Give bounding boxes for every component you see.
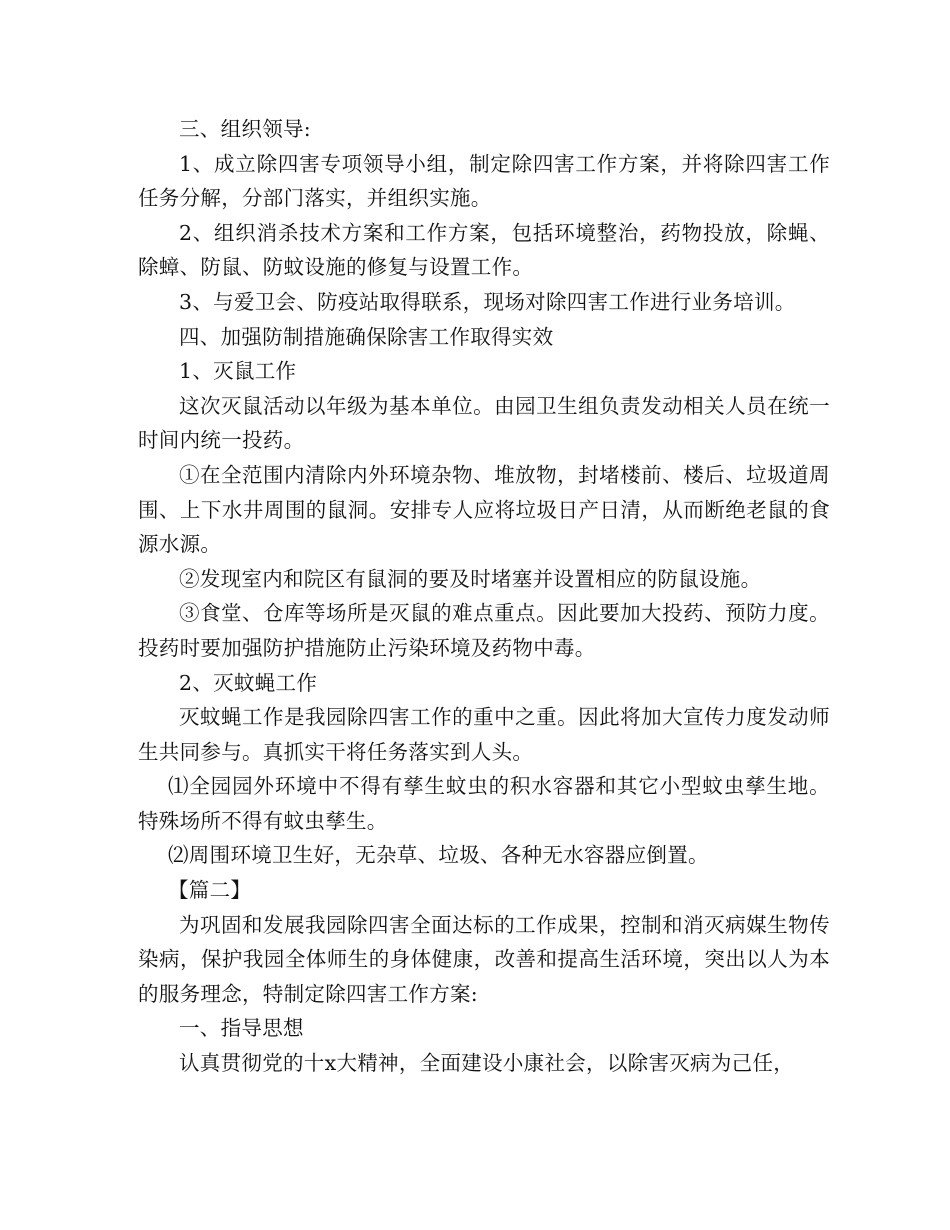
paragraph-mosquito-point-1: ⑴全园园外环境中不得有孳生蚊虫的积水容器和其它小型蚊虫孳生地。特殊场所不得有蚊虫孳生。 (138, 774, 830, 833)
paragraph-item-3: 3、与爱卫会、防疫站取得联系，现场对除四害工作进行业务培训。 (179, 289, 796, 314)
section-heading-guiding-principle: 一、指导思想 (179, 1016, 304, 1041)
paragraph-mosquito-intro: 灭蚊蝇工作是我园除四害工作的重中之重。因此将加大宣传力度发动师生共同参与。真抓实干将任务落实到人头。 (138, 705, 830, 764)
section-heading-measures: 四、加强防制措施确保除害工作取得实效 (179, 324, 554, 349)
paragraph-rodent-point-3: ③食堂、仓库等场所是灭鼠的难点重点。因此要加大投药、预防力度。投药时要加强防护措施防止污染环境及药物中毒。 (138, 601, 830, 660)
paragraph-mosquito-point-2: ⑵周围环境卫生好，无杂草、垃圾、各种无水容器应倒置。 (168, 843, 709, 868)
paragraph-rodent-point-2: ②发现室内和院区有鼠洞的要及时堵塞并设置相应的防鼠设施。 (179, 566, 762, 591)
paragraph-rodent-point-1: ①在全范围内清除内外环境杂物、堆放物，封堵楼前、楼后、垃圾道周围、上下水井周围的鼠洞。安排专人应将垃圾日产日清，从而断绝老鼠的食源水源。 (138, 462, 830, 557)
subheading-rodent-control: 1、灭鼠工作 (179, 359, 297, 384)
paragraph-guiding-principle: 认真贯彻党的十x大精神，全面建设小康社会，以除害灭病为己任， (179, 1051, 795, 1076)
paragraph-item-2: 2、组织消杀技术方案和工作方案，包括环境整治，药物投放，除蝇、除蟑、防鼠、防蚊设施的修复与设置工作。 (138, 220, 830, 280)
section-marker-part-two: 【篇二】 (168, 878, 252, 903)
paragraph-rodent-intro: 这次灭鼠活动以年级为基本单位。由园卫生组负责发动相关人员在统一时间内统一投药。 (138, 393, 830, 453)
document-body (138, 112, 830, 1081)
subheading-mosquito-fly-control: 2、灭蚊蝇工作 (179, 670, 318, 695)
paragraph-part-two-intro: 为巩固和发展我园除四害全面达标的工作成果，控制和消灭病媒生物传染病，保护我园全体师生的身体健康，改善和提高生活环境，突出以人为本的服务理念，特制定除四害工作方案: (138, 912, 830, 1006)
section-heading-organization: 三、组织领导: (179, 117, 312, 141)
paragraph-item-1: 1、成立除四害专项领导小组，制定除四害工作方案，并将除四害工作任务分解，分部门落实，并组织实施。 (138, 151, 830, 211)
